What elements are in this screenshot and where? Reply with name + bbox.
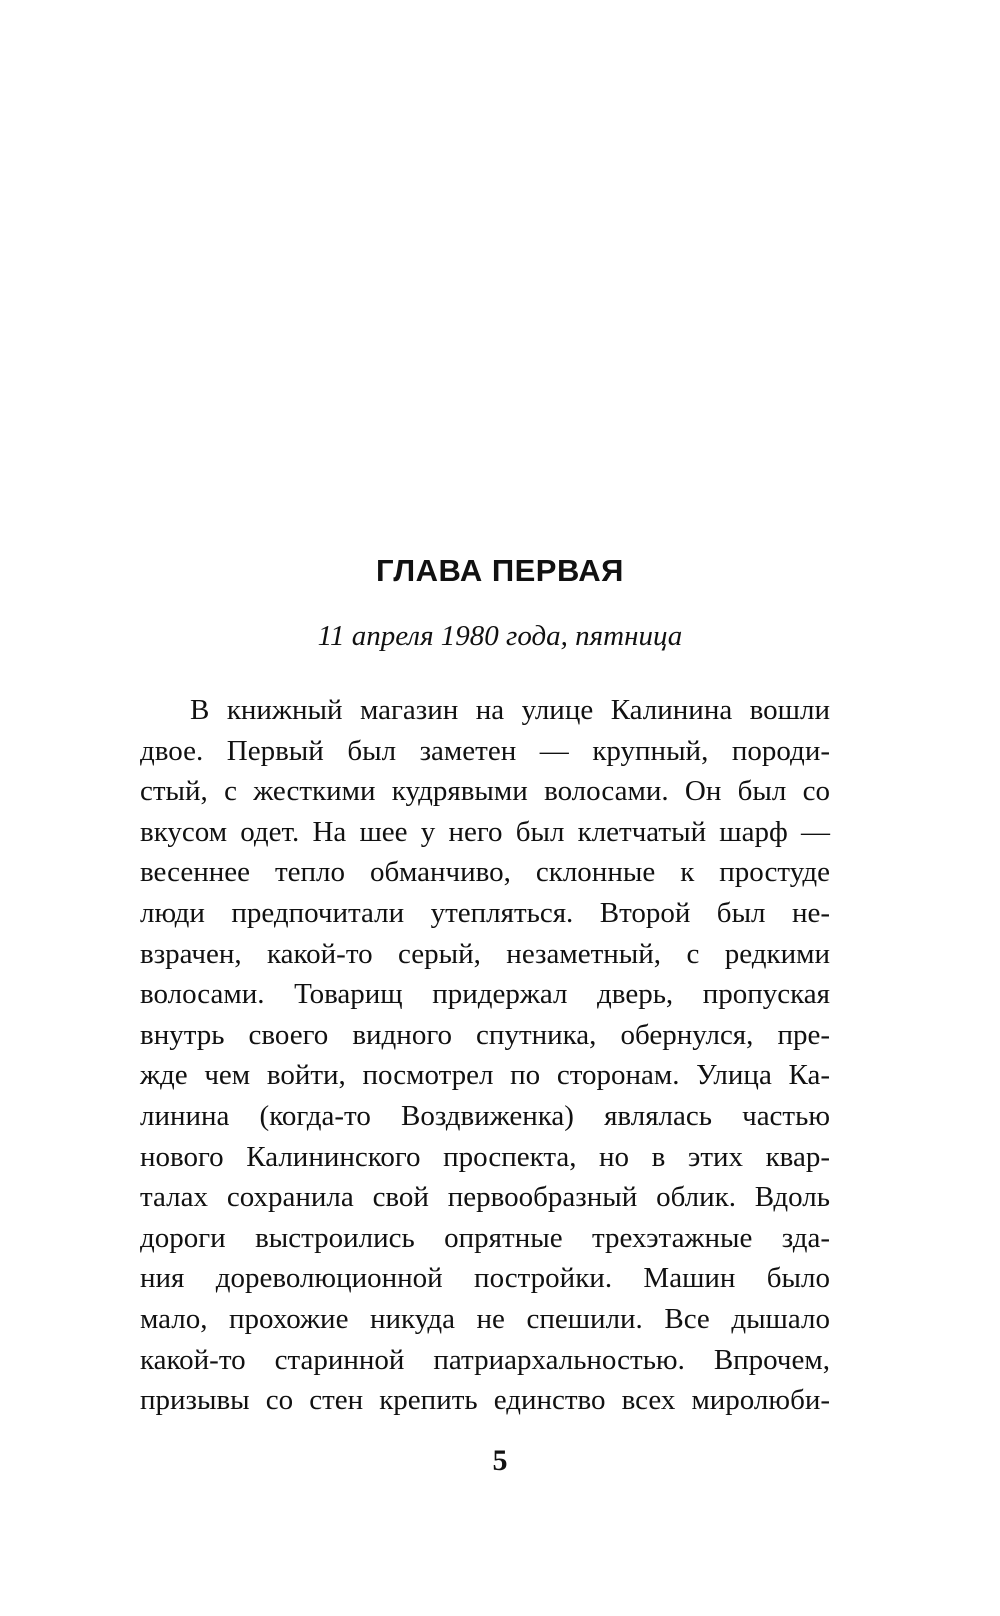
chapter-title: ГЛАВА ПЕРВАЯ bbox=[376, 553, 624, 588]
text-line: мало, прохожие никуда не спешили. Все дышало bbox=[140, 1302, 830, 1335]
text-line: линина (когда-то Воздвиженка) являлась частью bbox=[140, 1099, 830, 1132]
text-line: талах сохранила свой первообразный облик. Вдоль bbox=[140, 1181, 830, 1214]
text-line: весеннее тепло обманчиво, склонные к простуде bbox=[140, 856, 830, 889]
text-line: волосами. Товарищ придержал дверь, пропуская bbox=[140, 978, 830, 1011]
text-line: двое. Первый был заметен — крупный, породи- bbox=[140, 734, 830, 767]
chapter-date: 11 апреля 1980 года, пятница bbox=[317, 620, 683, 652]
text-line: какой-то старинной патриархальностью. Впрочем, bbox=[140, 1343, 830, 1376]
text-line: дороги выстроились опрятные трехэтажные зда- bbox=[140, 1221, 830, 1254]
text-line: призывы со стен крепить единство всех миролюби- bbox=[140, 1384, 830, 1417]
page-number: 5 bbox=[492, 1444, 508, 1477]
text-line: вкусом одет. На шее у него был клетчатый шарф — bbox=[140, 815, 830, 848]
paragraph bbox=[140, 690, 830, 1421]
text-line: нового Калининского проспекта, но в этих квар- bbox=[140, 1140, 830, 1173]
text-line: В книжный магазин на улице Калинина вошли bbox=[190, 694, 830, 726]
text-line: стый, с жесткими кудрявыми волосами. Он был со bbox=[140, 775, 830, 808]
text-line: взрачен, какой-то серый, незаметный, с редкими bbox=[140, 937, 830, 970]
text-line: жде чем войти, посмотрел по сторонам. Улица Ка- bbox=[140, 1059, 830, 1092]
text-line: внутрь своего видного спутника, обернулся, пре- bbox=[140, 1018, 830, 1051]
text-line: ния дореволюционной постройки. Машин было bbox=[140, 1262, 830, 1295]
text-line: люди предпочитали утепляться. Второй был не- bbox=[140, 896, 830, 929]
